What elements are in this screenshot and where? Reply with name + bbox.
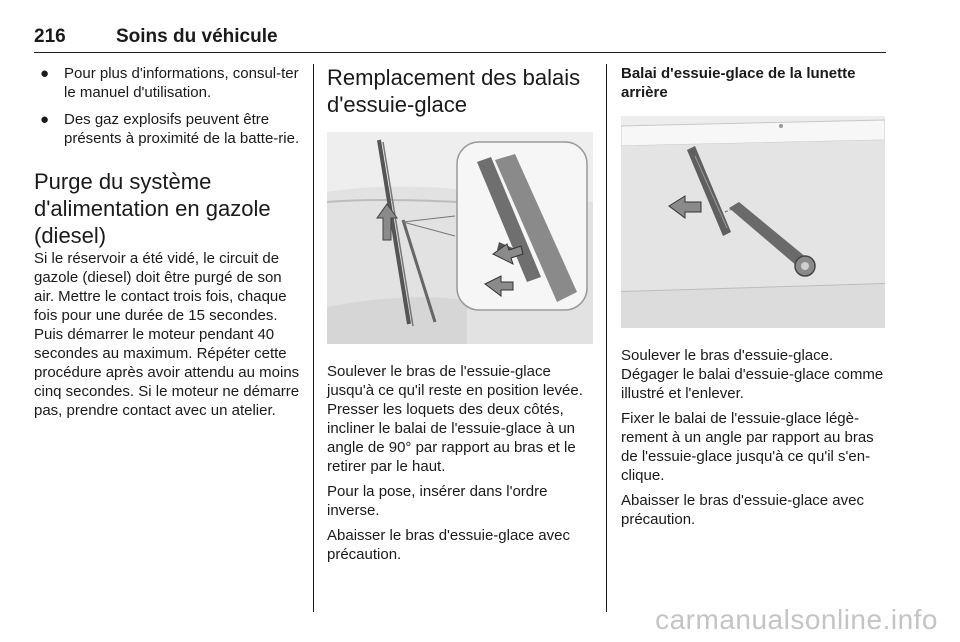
rear-wiper-heading: Balai d'essuie-glace de la lunette arrière [621,65,856,101]
bullet-text: Des gaz explosifs peuvent être présents à proximité de la batte-rie. [64,111,300,147]
column-divider [313,64,314,612]
column-3 [621,64,889,535]
front-wiper-illustration [327,132,593,344]
page-header [34,26,886,53]
fuel-purge-text: Si le réservoir a été vidé, le circuit de gazole (diesel) doit être purgé de son air. Mettre le contact trois fois, chaque fois pour une durée de 15 secondes. Puis démarrer le moteur pendant 40 secondes au maximum. Répéter cette procédure après avoir attendu au moins cinq secondes. Si le moteur ne démarre pas, prendre contact avec un atelier. [34,250,300,419]
column-divider [606,64,607,612]
wiper-paragraph: Pour la pose, insérer dans l'ordre inverse. [327,483,548,519]
list-item: ● Pour plus d'informations, consul-ter le manuel d'utilisation. [40,65,299,101]
wiper-paragraph: Abaisser le bras d'essuie-glace avec précaution. [327,527,570,563]
list-item: ● Des gaz explosifs peuvent être présents à proximité de la batte-rie. [40,111,300,147]
fuel-purge-heading: Purge du système d'alimentation en gazole (diesel) [34,169,271,248]
section-title: Soins du véhicule [116,26,278,47]
wiper-replacement-heading: Remplacement des balais d'essuie-glace [327,65,581,117]
detail-inset [457,142,587,310]
rear-wiper-paragraph: Abaisser le bras d'essuie-glace avec précaution. [621,492,864,528]
bullet-text: Pour plus d'informations, consul-ter le manuel d'utilisation. [64,65,299,101]
rear-wiper-illustration [621,116,885,328]
rear-wiper-paragraph: Soulever le bras d'essuie-glace. Dégager le balai d'essuie-glace comme illustré et l'enlever. [621,347,884,402]
column-2 [327,64,593,570]
rear-wiper-paragraph: Fixer le balai de l'essuie-glace légè-rement à un angle par rapport au bras de l'essuie-glace jusqu'à ce qu'il s'en-clique. [621,410,874,484]
wiper-paragraph: Soulever le bras de l'essuie-glace jusqu'à ce qu'il reste en position levée. Presser les loquets des deux côtés, incliner le balai de l'essuie-glace à un angle de 90° par rapport au bras et le retirer par le haut. [327,363,583,475]
column-1 [34,64,302,426]
page-number: 216 [34,26,66,47]
watermark: carmanualsonline.info [655,604,938,635]
bullet-list [34,64,302,148]
